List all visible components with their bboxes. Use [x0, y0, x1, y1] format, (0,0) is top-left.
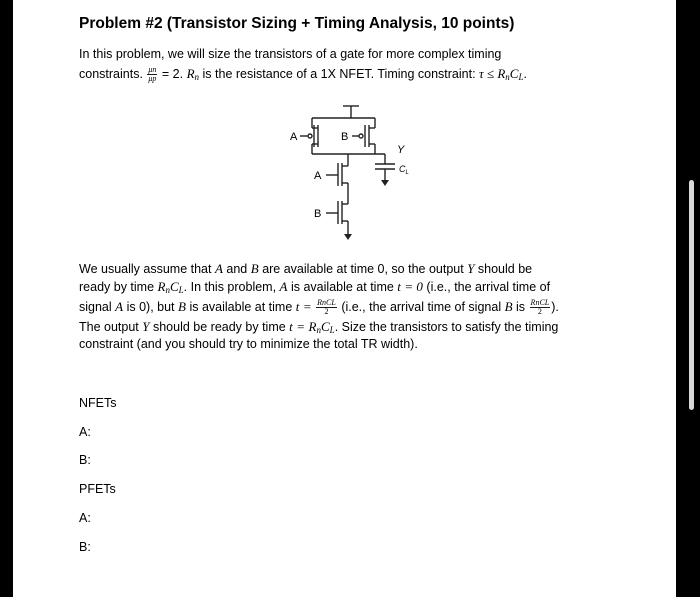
nfets-heading: NFETs: [79, 396, 117, 410]
pfet-b-label: B:: [79, 540, 91, 554]
intro-line-1: In this problem, we will size the transistors of a gate for more complex timing: [79, 47, 502, 61]
nfet-a-label: A:: [79, 425, 91, 439]
body-line-5: constraint (and you should try to minimize the total TR width).: [79, 337, 418, 351]
scrollbar[interactable]: [689, 180, 694, 410]
mobility-ratio: $\frac{\mu n}{\mu p}$: [148, 65, 157, 84]
body-line-1: We usually assume that A and B are available at time 0, so the output Y should be: [79, 261, 533, 276]
label-cl: $C_L$: [399, 164, 409, 176]
label-b-nmos: B: [314, 208, 322, 220]
pfets-heading: PFETs: [79, 482, 116, 496]
body-line-3: signal A is 0), but B is available at time t = $\frac{\text{RnCL}}{2}$ (i.e., the arrival time of signal B is $\frac{\text{RnCL}}{2}$ ).: [79, 298, 559, 317]
ground-arrow-cap: [381, 180, 389, 186]
label-y: Y: [397, 144, 405, 156]
label-a-nmos: A: [314, 170, 322, 182]
label-b-pmos: B: [341, 131, 349, 143]
label-a-pmos: A: [290, 131, 298, 143]
body-line-2: ready by time $R_nC_L$. In this problem, A is available at time t = 0 (i.e., the arrival time of: [79, 279, 551, 295]
pmos-b-bubble: [359, 134, 363, 138]
nand-circuit-diagram: [270, 98, 430, 253]
arrival-fraction-1: $\frac{\text{RnCL}}{2}$: [317, 298, 336, 317]
problem-title: Problem #2 (Transistor Sizing + Timing Analysis, 10 points): [79, 15, 515, 32]
body-line-4: The output Y should be ready by time $t = R_nC_L$. Size the transistors to satisfy the timing: [79, 319, 559, 335]
pfet-a-label: A:: [79, 511, 91, 525]
ground-arrow-nmos: [344, 234, 352, 240]
intro-line-2: constraints. $\frac{\mu n}{\mu p}$ = 2. $R_n$ is the resistance of a 1X NFET. Timing constraint: $\tau \le R_nC_L$.: [79, 65, 527, 84]
arrival-fraction-2: $\frac{\text{RnCL}}{2}$: [530, 298, 550, 317]
nfet-b-label: B:: [79, 453, 91, 467]
pmos-a-bubble: [308, 134, 312, 138]
